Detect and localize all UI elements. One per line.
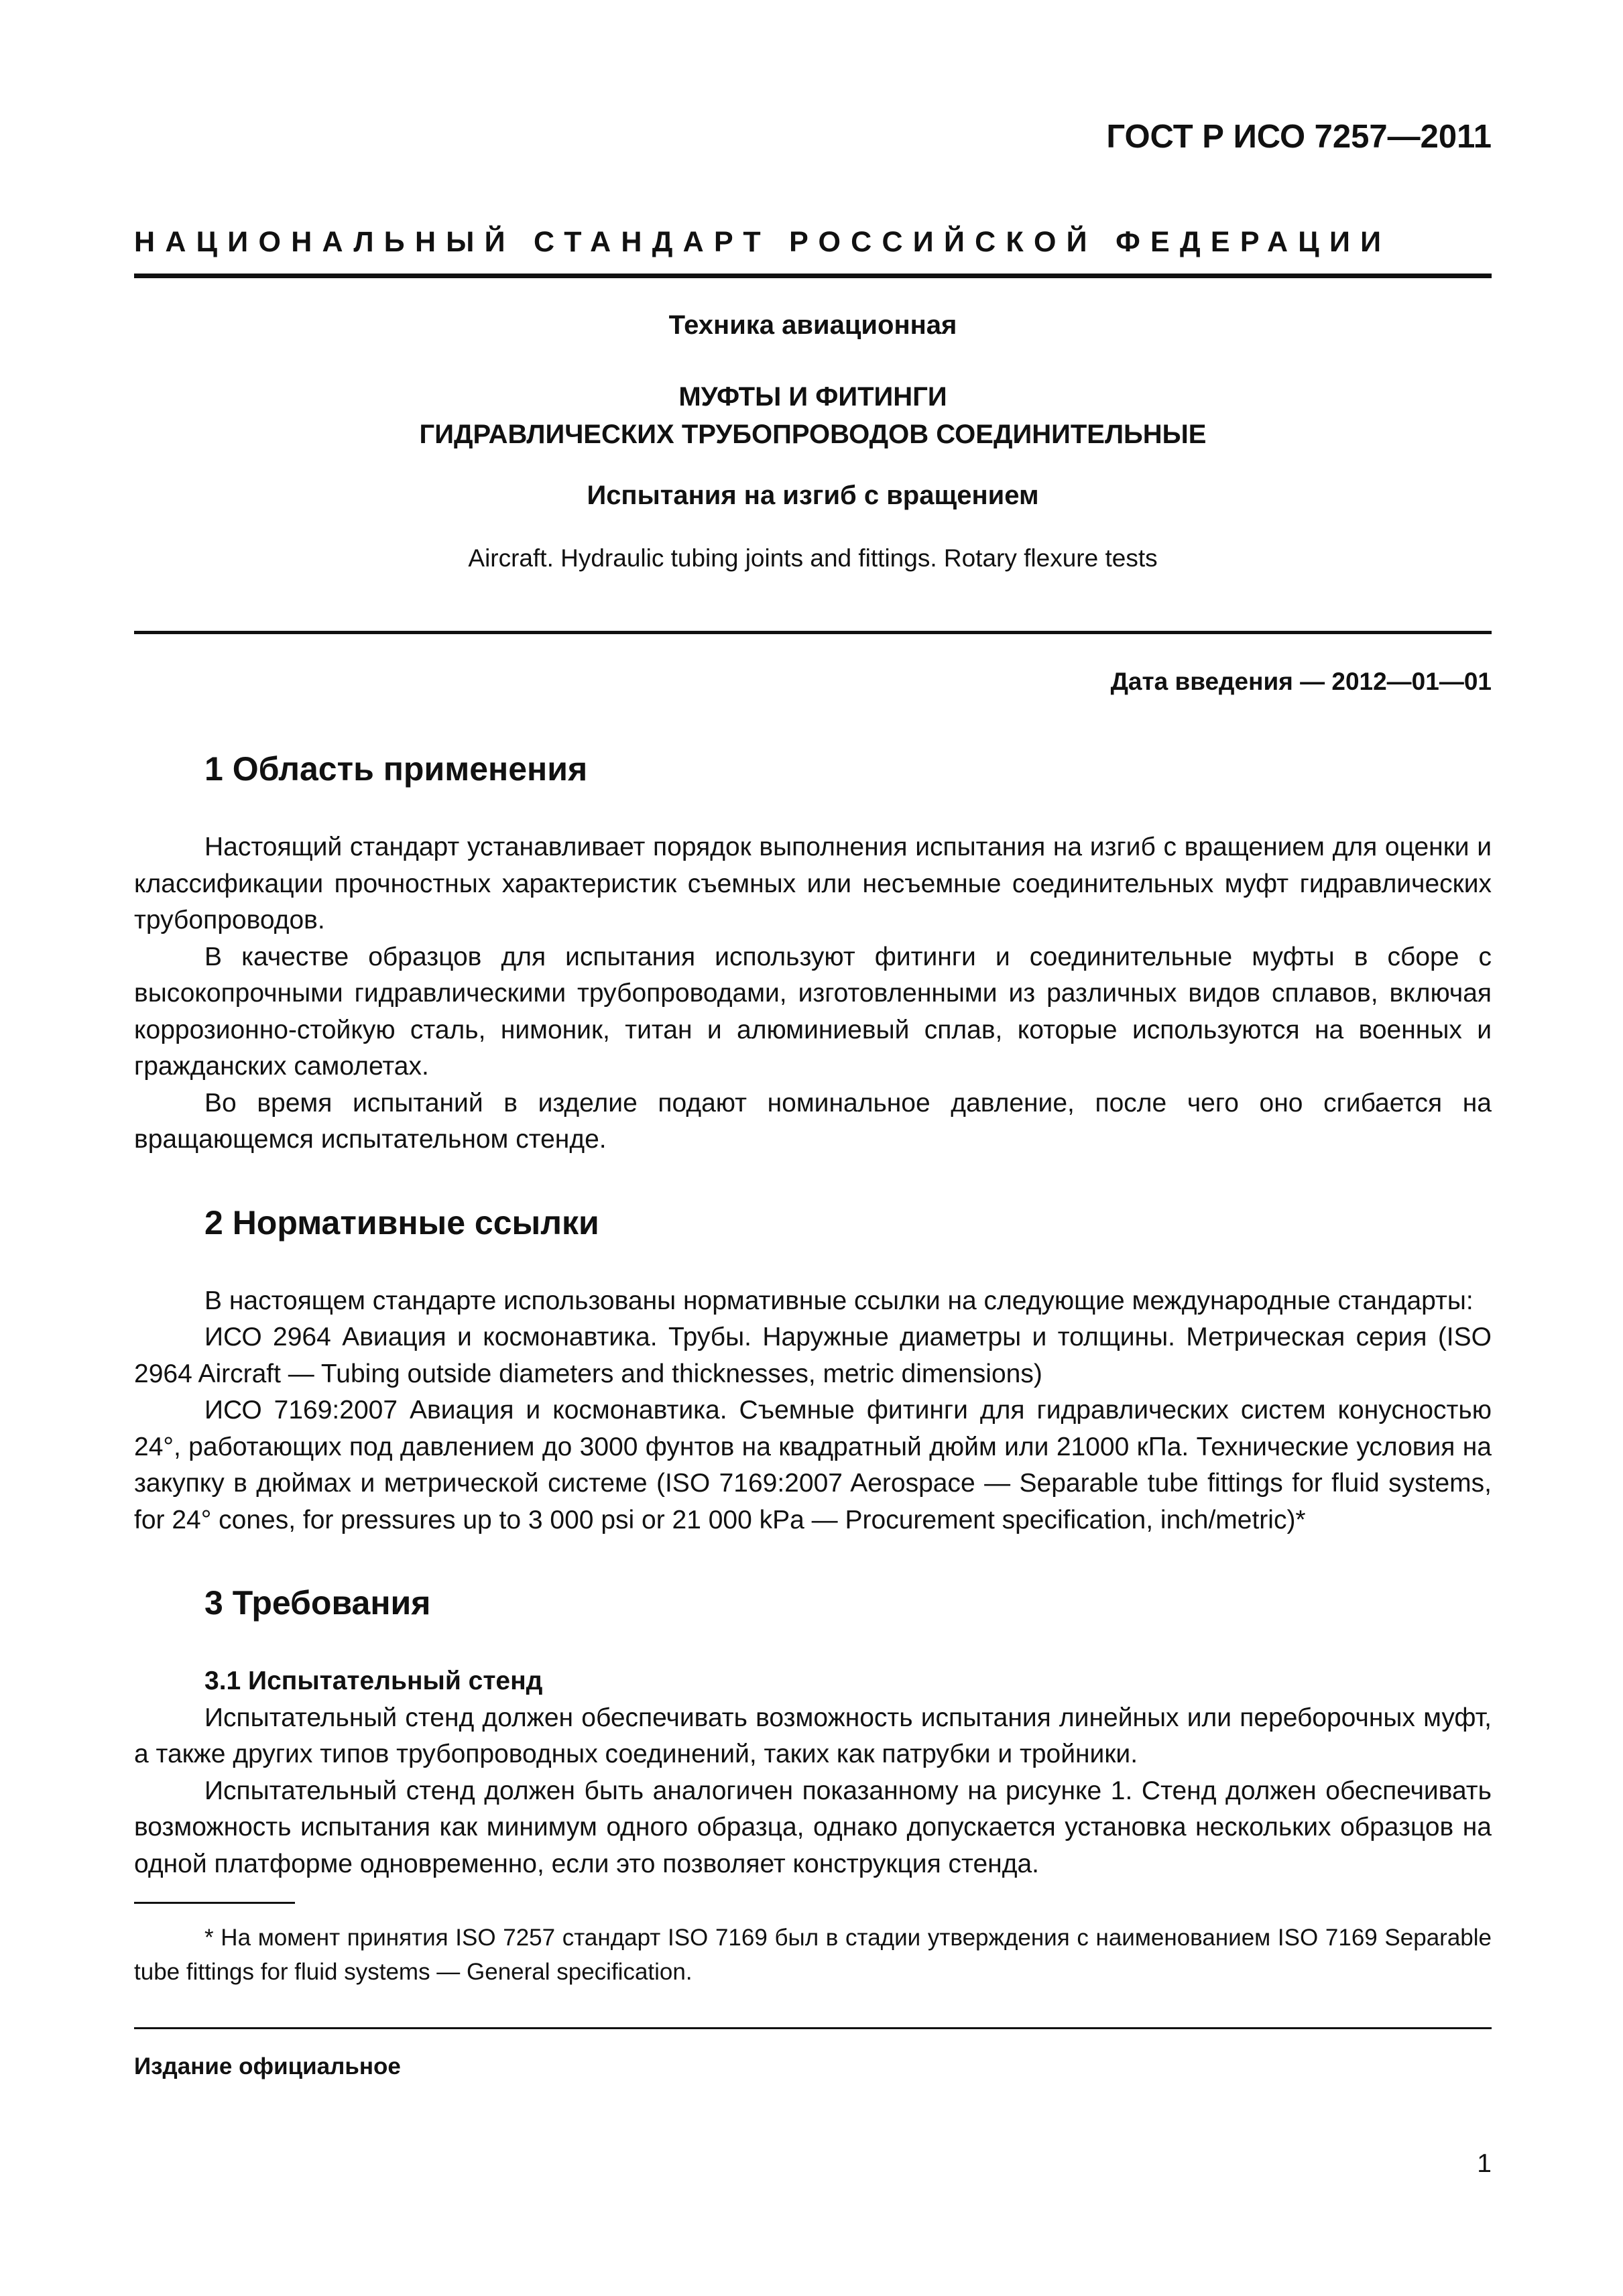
document-subtitle: Испытания на изгиб с вращением <box>587 481 1039 510</box>
section-1-heading: 1 Область применения <box>204 750 588 788</box>
introduction-date: Дата введения — 2012—01—01 <box>1110 668 1492 695</box>
section-3-heading: 3 Требования <box>204 1584 431 1622</box>
section-1-paragraph: Настоящий стандарт устанавливает порядок выполнения испытания на изгиб с вращением для оценки и классификации прочностных характеристик съемных или несъемные соединительных муфт гидравлических трубопроводов. <box>134 833 1492 934</box>
english-title: Aircraft. Hydraulic tubing joints and fittings. Rotary flexure tests <box>468 544 1158 572</box>
edition-label: Издание официальное <box>134 2053 401 2079</box>
document-number: ГОСТ Р ИСО 7257—2011 <box>1106 119 1492 155</box>
section-1-paragraph: В качестве образцов для испытания используют фитинги и соединительные муфты в сборе с высокопрочными гидравлическими трубопроводами, изготовленными из различных видов сплавов, включая коррозионно-стойкую сталь, нимоник, титан и алюминиевый сплав, которые используются на военных и гражданских самолетах. <box>134 942 1492 1081</box>
page-number: 1 <box>1477 2149 1492 2178</box>
national-standard-banner: НАЦИОНАЛЬНЫЙ СТАНДАРТ РОССИЙСКОЙ ФЕДЕРАЦИИ <box>134 226 1392 258</box>
header-rule <box>134 274 1492 278</box>
section-2-paragraph: ИСО 2964 Авиация и космонавтика. Трубы. Наружные диаметры и толщины. Метрическая серия (ISO 2964 Aircraft — Tubing outside diameters and thicknesses, metric dimensions) <box>134 1323 1492 1388</box>
section-3-paragraph: Испытательный стенд должен быть аналогичен показанному на рисунке 1. Стенд должен обеспечивать возможность испытания как минимум одного образца, однако допускается установка нескольких образцов на одной платформе одновременно, если это позволяет конструкция стенда. <box>134 1776 1492 1878</box>
footnote-separator <box>134 1902 295 1904</box>
section-3-paragraph: Испытательный стенд должен обеспечивать возможность испытания линейных или переборочных муфт, а также других типов трубопроводных соединений, таких как патрубки и тройники. <box>134 1703 1492 1768</box>
title-category: Техника авиационная <box>668 310 957 340</box>
section-gap <box>134 1158 1492 1203</box>
title-rule <box>134 631 1492 634</box>
section-2-heading: 2 Нормативные ссылки <box>204 1203 599 1242</box>
document-title-line-1: МУФТЫ И ФИТИНГИ <box>678 382 947 412</box>
footer-rule <box>134 2027 1492 2029</box>
footnote: * На момент принятия ISO 7257 стандарт ISO 7169 был в стадии утверждения с наименованием ISO 7169 Separable tube fittings for fluid systems — General specification. <box>134 1925 1492 1985</box>
document-title-line-2: ГИДРАВЛИЧЕСКИХ ТРУБОПРОВОДОВ СОЕДИНИТЕЛЬНЫЕ <box>419 420 1207 449</box>
section-1-paragraph: Во время испытаний в изделие подают номинальное давление, после чего оно сгибается на вращающемся испытательном стенде. <box>134 1088 1492 1154</box>
document-title <box>134 378 1492 453</box>
subsection-3-1-heading: 3.1 Испытательный стенд <box>204 1667 543 1695</box>
section-2-paragraph: В настоящем стандарте использованы нормативные ссылки на следующие международные стандарты: <box>204 1286 1474 1315</box>
section-gap <box>134 1538 1492 1583</box>
document-body <box>134 749 1492 1882</box>
section-2-paragraph: ИСО 7169:2007 Авиация и космонавтика. Съемные фитинги для гидравлических систем конусностью 24°, работающих под давлением до 3000 фунтов на квадратный дюйм или 21000 кПа. Технические условия на закупку в дюймах и метрической системе (ISO 7169:2007 Aerospace — Separable tube fittings for fluid systems, for 24° cones, for pressures up to 3 000 psi or 21 000 kPa — Procurement specification, inch/metric)* <box>134 1396 1492 1534</box>
